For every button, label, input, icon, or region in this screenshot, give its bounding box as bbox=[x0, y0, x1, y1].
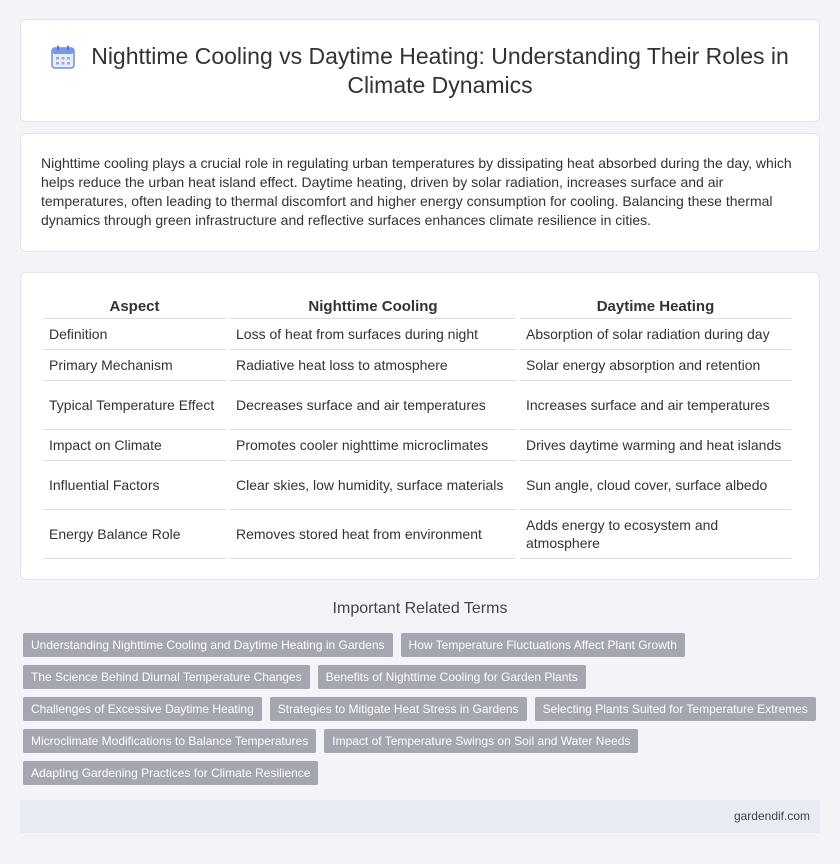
comparison-table bbox=[39, 293, 795, 559]
table-header-nighttime: Nighttime Cooling bbox=[230, 293, 516, 319]
table-row bbox=[43, 319, 791, 350]
table-row bbox=[43, 510, 791, 559]
table-row bbox=[43, 461, 791, 510]
header-card bbox=[20, 19, 820, 122]
related-term-tag[interactable]: Benefits of Nighttime Cooling for Garden Plants bbox=[318, 665, 586, 689]
table-cell: Loss of heat from surfaces during night bbox=[230, 319, 516, 350]
related-terms-title: Important Related Terms bbox=[332, 600, 508, 617]
table-header-daytime: Daytime Heating bbox=[520, 293, 791, 319]
related-term-tag[interactable]: Strategies to Mitigate Heat Stress in Gardens bbox=[270, 697, 527, 721]
table-cell: Typical Temperature Effect bbox=[43, 381, 226, 430]
related-term-tag[interactable]: Selecting Plants Suited for Temperature Extremes bbox=[535, 697, 816, 721]
footer bbox=[20, 800, 820, 833]
footer-site-link[interactable]: gardendif.com bbox=[733, 809, 810, 823]
table-cell: Absorption of solar radiation during day bbox=[520, 319, 791, 350]
table-cell: Increases surface and air temperatures bbox=[520, 381, 791, 430]
related-term-tag[interactable]: How Temperature Fluctuations Affect Plant Growth bbox=[401, 633, 685, 657]
intro-card bbox=[20, 133, 820, 252]
table-cell: Clear skies, low humidity, surface materials bbox=[230, 461, 516, 510]
table-cell: Removes stored heat from environment bbox=[230, 510, 516, 559]
table-cell: Drives daytime warming and heat islands bbox=[520, 430, 791, 461]
table-cell: Solar energy absorption and retention bbox=[520, 350, 791, 381]
related-term-tag[interactable]: Microclimate Modifications to Balance Temperatures bbox=[23, 729, 316, 753]
related-term-tag[interactable]: Adapting Gardening Practices for Climate Resilience bbox=[23, 761, 318, 785]
table-header-aspect: Aspect bbox=[43, 293, 226, 319]
related-terms-list bbox=[23, 633, 823, 793]
comparison-card bbox=[20, 272, 820, 580]
table-cell: Sun angle, cloud cover, surface albedo bbox=[520, 461, 791, 510]
table-row bbox=[43, 430, 791, 461]
table-cell: Energy Balance Role bbox=[43, 510, 226, 559]
table-cell: Decreases surface and air temperatures bbox=[230, 381, 516, 430]
table-row bbox=[43, 350, 791, 381]
table-cell: Influential Factors bbox=[43, 461, 226, 510]
table-cell: Impact on Climate bbox=[43, 430, 226, 461]
related-term-tag[interactable]: The Science Behind Diurnal Temperature Changes bbox=[23, 665, 310, 689]
intro-text: Nighttime cooling plays a crucial role in regulating urban temperatures by dissipating heat absorbed during the day, which helps reduce the urban heat island effect. Daytime heating, driven by solar radiation, increases surface and air temperatures, often leading to thermal discomfort and higher energy consumption for cooling. Balancing these thermal dynamics through green infrastructure and reflective surfaces enhances climate resilience in cities. bbox=[41, 155, 792, 228]
table-cell: Definition bbox=[43, 319, 226, 350]
table-cell: Radiative heat loss to atmosphere bbox=[230, 350, 516, 381]
table-cell: Adds energy to ecosystem and atmosphere bbox=[520, 510, 791, 559]
table-cell: Promotes cooler nighttime microclimates bbox=[230, 430, 516, 461]
related-term-tag[interactable]: Challenges of Excessive Daytime Heating bbox=[23, 697, 262, 721]
related-term-tag[interactable]: Understanding Nighttime Cooling and Daytime Heating in Gardens bbox=[23, 633, 393, 657]
page-title: Nighttime Cooling vs Daytime Heating: Understanding Their Roles in Climate Dynamics bbox=[91, 42, 789, 98]
calendar-icon bbox=[50, 44, 76, 70]
table-row bbox=[43, 381, 791, 430]
table-cell: Primary Mechanism bbox=[43, 350, 226, 381]
related-term-tag[interactable]: Impact of Temperature Swings on Soil and Water Needs bbox=[324, 729, 638, 753]
